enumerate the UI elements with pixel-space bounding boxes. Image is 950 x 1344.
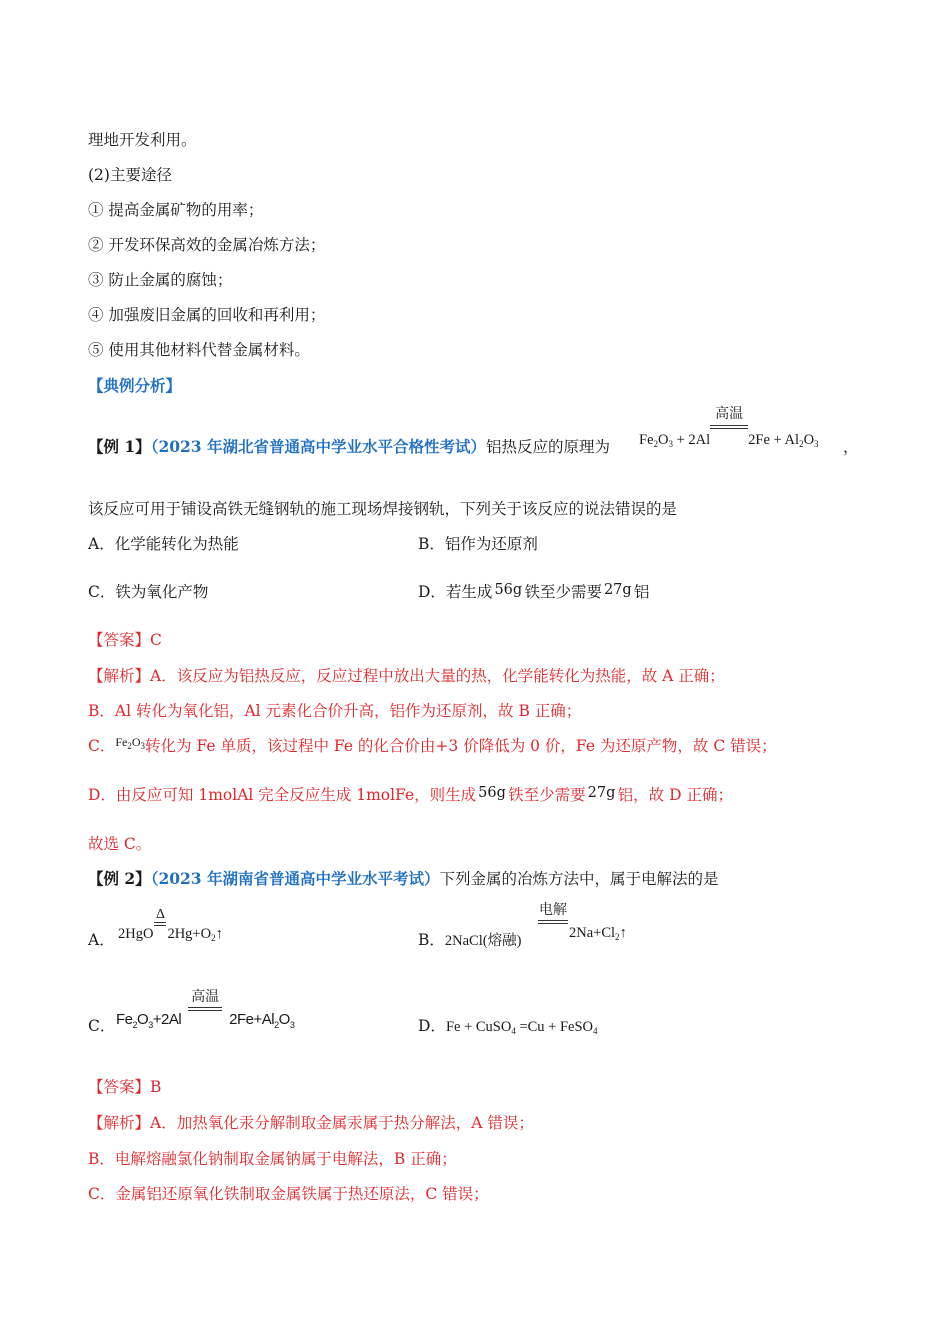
- fe2o3-formula: Fe2O3: [115, 735, 146, 751]
- delta-condition: Δ: [155, 907, 165, 922]
- ex2-option-c-equation: $Fe_2O_3+2Al$ 高温 $2Fe+Al_2O_3$: [116, 989, 295, 1030]
- example2-source: （2023 年湖南省普通高中学业水平考试）: [150, 869, 440, 888]
- example1-analysis-a: 【解析】A．该反应为铝热反应，反应过程中放出大量的热，化学能转化为热能，故 A 正确；: [88, 667, 725, 685]
- intro-line: 理地开发利用。: [88, 131, 197, 149]
- condition-text: 高温: [715, 407, 744, 422]
- ex2-option-c[interactable]: C．: [88, 1017, 116, 1035]
- section-title: 【典例分析】: [88, 376, 182, 395]
- example1-equation: $Fe_2O_3 + 2Al$ 高温 $2Fe + Al_2O_3$: [639, 407, 819, 449]
- example2-analysis-c: C．金属铝还原氧化铁制取金属铁属于热还原法，C 错误；: [88, 1185, 489, 1203]
- example2-stem-line: [88, 869, 719, 889]
- example1-analysis-c: C．$^{Fe_2O_3}$转化为 Fe 单质，该过程中 Fe 的化合价由+3 价降低为 0 价，Fe 为还原产物，故 C 错误；: [88, 735, 777, 755]
- example1-analysis-b: B．Al 转化为氧化铝，Al 元素化合价升高，铝作为还原剂，故 B 正确；: [88, 702, 582, 720]
- example2-analysis-a: 【解析】A．加热氧化汞分解制取金属汞属于热分解法，A 错误；: [88, 1114, 534, 1132]
- example2-label: 【例 2】: [88, 869, 151, 888]
- route-item-4: ④ 加强废旧金属的回收和再利用；: [88, 306, 326, 324]
- example1-conclusion: 故选 C。: [88, 835, 152, 853]
- ex2-option-b-equation: 电解 $2Na+Cl_2↑$: [539, 903, 627, 942]
- route-item-5: ⑤ 使用其他材料代替金属材料。: [88, 341, 310, 359]
- example1-analysis-d: D．由反应可知 1molAl 完全反应生成 1molFe，则生成 56g 铁至少需要 27g 铝，故 D 正确；: [88, 785, 733, 804]
- example1-comma: ，: [843, 438, 859, 456]
- route-item-2: ② 开发环保高效的金属冶炼方法；: [88, 236, 326, 254]
- ex2-option-d-equation: Fe + CuSO$_4$ =Cu + FeSO$_4$: [445, 1019, 598, 1036]
- example1-stem: 铝热反应的原理为: [485, 438, 610, 456]
- example1-stem2: 该反应可用于铺设高铁无缝钢轨的施工现场焊接钢轨，下列关于该反应的说法错误的是: [88, 500, 678, 518]
- example2-stem: 下列金属的冶炼方法中，属于电解法的是: [439, 870, 719, 888]
- example1-source: （2023 年湖北省普通高中学业水平合格性考试）: [150, 437, 486, 456]
- electrolysis-condition: 电解: [539, 903, 567, 918]
- ex2-option-a[interactable]: A．: [88, 931, 115, 949]
- ex2-option-d[interactable]: D．Fe + CuSO$_4$ =Cu + FeSO$_4$: [418, 1017, 598, 1036]
- example2-analysis-b: B．电解熔融氯化钠制取金属钠属于电解法，B 正确；: [88, 1150, 457, 1168]
- reaction-condition-arrow: [710, 407, 748, 444]
- option-b[interactable]: B．铝作为还原剂: [418, 535, 538, 553]
- option-a[interactable]: A．化学能转化为热能: [88, 535, 239, 553]
- route-item-1: ① 提高金属矿物的用率；: [88, 201, 264, 219]
- example1-answer: 【答案】C: [88, 631, 162, 649]
- example1-stem-line: [88, 437, 610, 457]
- option-d[interactable]: D．若生成 56g 铁至少需要 27g 铝: [418, 582, 650, 601]
- route-title: (2)主要途径: [88, 166, 172, 184]
- example1-label: 【例 1】: [88, 437, 151, 456]
- example2-answer: 【答案】B: [88, 1078, 162, 1096]
- double-line: [710, 425, 748, 429]
- ex2-option-b[interactable]: B．2NaCl(熔融): [418, 931, 522, 949]
- route-item-3: ③ 防止金属的腐蚀；: [88, 271, 233, 289]
- ex2-option-a-equation: 2HgO Δ $2Hg+O_2↑$: [118, 907, 223, 943]
- option-c[interactable]: C．铁为氧化产物: [88, 583, 209, 601]
- high-temp-condition: 高温: [191, 989, 220, 1005]
